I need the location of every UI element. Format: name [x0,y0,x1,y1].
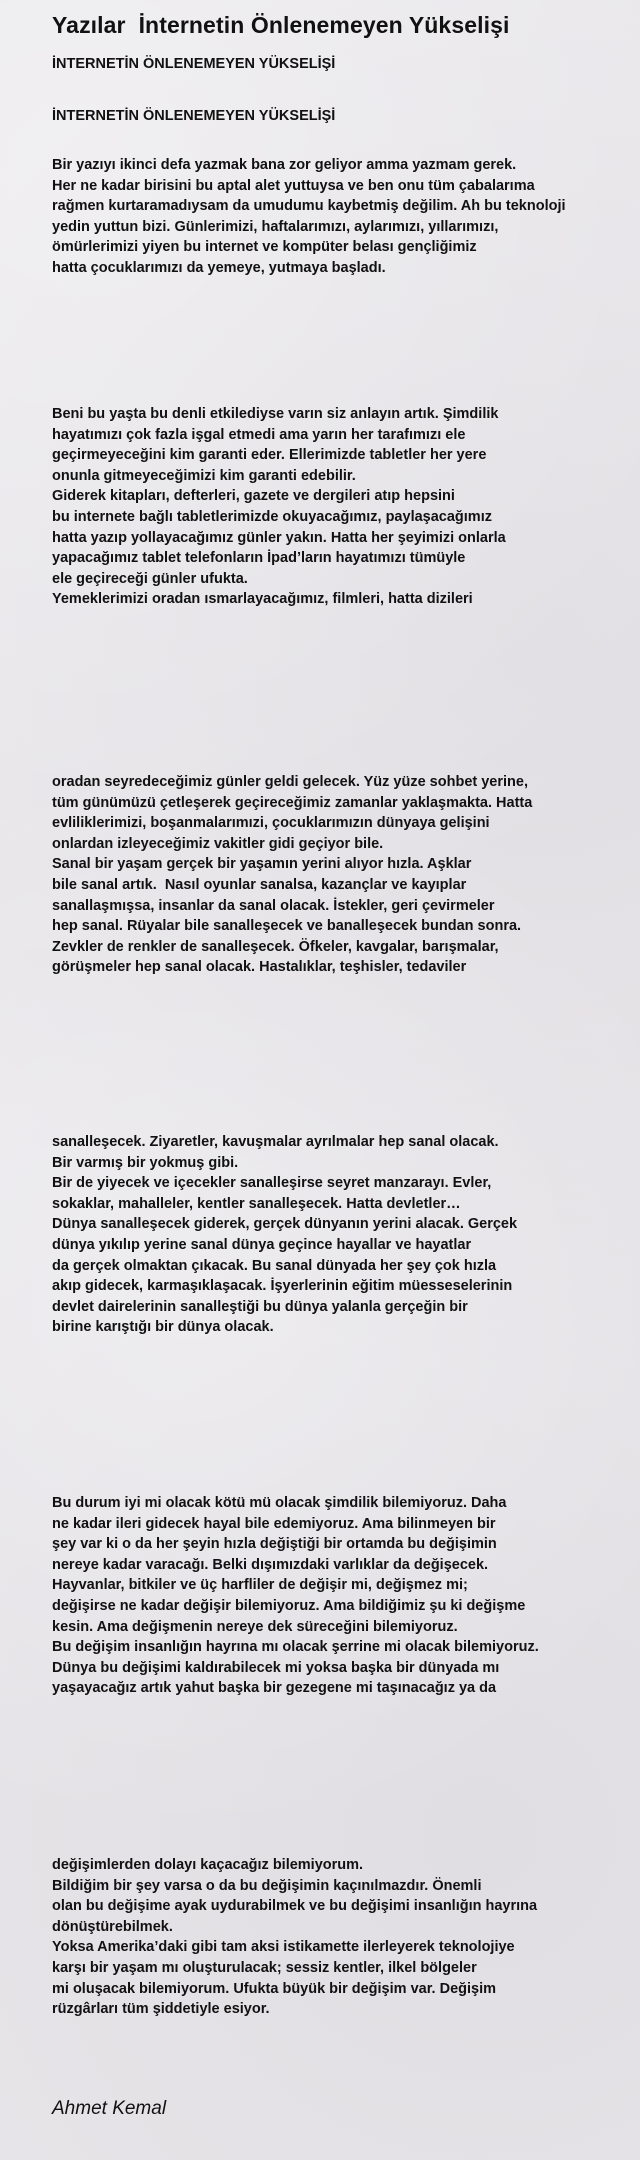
text-line: mi oluşacak bilemiyorum. Ufukta büyük bir değişim var. Değişim [52,1980,496,1997]
page-title: Yazılar İnternetin Önlenemeyen Yükselişi [52,12,510,38]
text-line: yaşayacağız artık yahut başka bir gezegene mi taşınacağız ya da [52,1680,497,1697]
text-line: şey var ki o da her şeyin hızla değiştiği bir ortamda bu değişimin [52,1536,497,1553]
text-line: Beni bu yaşta bu denli etkilediyse varın siz anlayın artık. Şimdilik [52,406,499,422]
text-line: akıp gidecek, karmaşıklaşacak. İşyerlerinin eğitim müesseselerinin [52,1278,513,1295]
text-line: onunla gitmeyeceğimizi kim garanti edebilir. [52,467,356,484]
text-line: görüşmeler hep sanal olacak. Hastalıklar, teşhisler, tedaviler [52,959,467,976]
text-line: Dünya sanalleşecek giderek, gerçek dünyanın yerini alacak. Gerçek [52,1216,518,1233]
text-line: rağmen kurtaramadıysam da umudumu kaybetmiş değilim. Ah bu teknoloji [52,198,566,215]
text-line: sokaklar, mahalleler, kentler sanalleşecek. Hatta devletler… [52,1195,461,1212]
text-line: dönüştürebilmek. [52,1918,173,1935]
text-line: Hayvanlar, bitkiler ve üç harfliler de değişir mi, değişmez mi; [52,1577,468,1594]
text-line: da gerçek olmaktan çıkacak. Bu sanal dünyada her şey çok hızla [52,1257,497,1274]
paragraph-4 [52,1132,632,1338]
paragraph-2 [52,404,632,610]
text-line: Dünya bu değişimi kaldırabilecek mi yoksa başka bir dünyada mı [52,1659,500,1676]
text-line: evliliklerimizi, boşanmalarımızi, çocuklarımızın dünyaya gelişini [52,815,490,832]
text-line: ele geçireceği günler ufukta. [52,570,248,587]
text-line: onlardan izleyeceğimiz vakitler gidi geçiyor bile. [52,835,384,852]
paragraph-3 [52,772,632,978]
text-line: sanallaşmışsa, insanlar da sanal olacak. İstekler, geri çevirmeler [52,897,495,914]
paragraph-6 [52,1855,632,2020]
article-heading-repeat: İNTERNETİN ÖNLENEMEYEN YÜKSELİŞİ [52,108,336,124]
text-line: Her ne kadar birisini bu aptal alet yuttuysa ve ben onu tüm çabalarıma [52,177,535,194]
text-line: karşı bir yaşam mı oluşturulacak; sessiz kentler, ilkel bölgeler [52,1959,477,1976]
text-line: tüm günümüzü çetleşerek geçireceğimiz zamanlar yaklaşmakta. Hatta [52,794,533,811]
text-line: Bildiğim bir şey varsa o da bu değişimin kaçınılmazdır. Önemli [52,1877,482,1894]
text-line: birine karıştığı bir dünya olacak. [52,1319,274,1336]
text-line: bu internete bağlı tabletlerimizde okuyacağımız, paylaşacağımız [52,508,492,525]
text-line: Bir de yiyecek ve içecekler sanalleşirse seyret manzarayı. Evler, [52,1175,492,1192]
text-line: sanalleşecek. Ziyaretler, kavuşmalar ayrılmalar hep sanal olacak. [52,1134,499,1150]
text-line: ne kadar ileri gidecek hayal bile edemiyoruz. Ama bilinmeyen bir [52,1515,496,1532]
text-line: hatta çocuklarımızı da yemeye, yutmaya başladı. [52,259,386,276]
text-line: Yoksa Amerika’daki gibi tam aksi istikamette ilerleyerek teknolojiye [52,1939,515,1956]
text-line: yedin yuttun bizi. Günlerimizi, haftalarımızı, aylarımızı, yıllarımızı, [52,218,499,235]
text-line: olan bu değişime ayak uydurabilmek ve bu değişimi insanlığın hayrına [52,1898,538,1915]
text-line: ömürlerimizi yiyen bu internet ve kompüter belası gençliğimiz [52,239,477,256]
text-line: Bu değişim insanlığın hayrına mı olacak şerrine mi olacak bilemiyoruz. [52,1639,539,1656]
text-line: rüzgârları tüm şiddetiyle esiyor. [52,2001,270,2018]
author-signature: Ahmet Kemal [52,2098,167,2119]
text-line: değişimlerden dolayı kaçacağız bilemiyorum. [52,1857,364,1873]
text-line: hatta yazıp yollayacağımız günler yakın. Hatta her şeyimizi onlarla [52,529,506,546]
text-line: kesin. Ama değişmenin nereye dek süreceğini bilemiyoruz. [52,1618,458,1635]
text-line: Yemeklerimizi oradan ısmarlayacağımız, filmleri, hatta dizileri [52,591,473,608]
text-line: geçirmeyeceğini kim garanti eder. Ellerimizde tabletler her yere [52,447,487,464]
text-line: Bir varmış bir yokmuş gibi. [52,1154,239,1171]
text-line: değişirse ne kadar değişir bilemiyoruz. Ama bildiğimiz şu ki değişme [52,1597,526,1614]
text-line: yapacağımız tablet telefonların İpad’ların hayatımızı tümüyle [52,550,466,567]
text-line: Giderek kitapları, defterleri, gazete ve dergileri atıp hepsini [52,488,455,505]
article-heading: İNTERNETİN ÖNLENEMEYEN YÜKSELİŞİ [52,56,336,72]
text-line: Bir yazıyı ikinci defa yazmak bana zor geliyor amma yazmam gerek. [52,157,517,173]
text-line: Zevkler de renkler de sanalleşecek. Öfkeler, kavgalar, barışmalar, [52,938,499,955]
text-line: dünya yıkılıp yerine sanal dünya geçince hayallar ve hayatlar [52,1236,472,1253]
text-line: devlet dairelerinin sanalleştiği bu dünya yalanla gerçeğin bir [52,1298,468,1315]
paragraph-5 [52,1493,632,1699]
paragraph-1 [52,155,632,279]
text-line: Bu durum iyi mi olacak kötü mü olacak şimdilik bilemiyoruz. Daha [52,1495,507,1511]
text-line: Sanal bir yaşam gerçek bir yaşamın yerini alıyor hızla. Aşklar [52,856,472,873]
text-line: hayatımızı çok fazla işgal etmedi ama yarın her tarafımızı ele [52,426,466,443]
text-line: nereye kadar varacağı. Belki dışımızdaki varlıklar da değişecek. [52,1556,489,1573]
text-line: oradan seyredeceğimiz günler geldi gelecek. Yüz yüze sohbet yerine, [52,774,528,790]
text-line: bile sanal artık. Nasıl oyunlar sanalsa, kazançlar ve kayıplar [52,876,467,893]
text-line: hep sanal. Rüyalar bile sanalleşecek ve banalleşecek bundan sonra. [52,918,522,935]
